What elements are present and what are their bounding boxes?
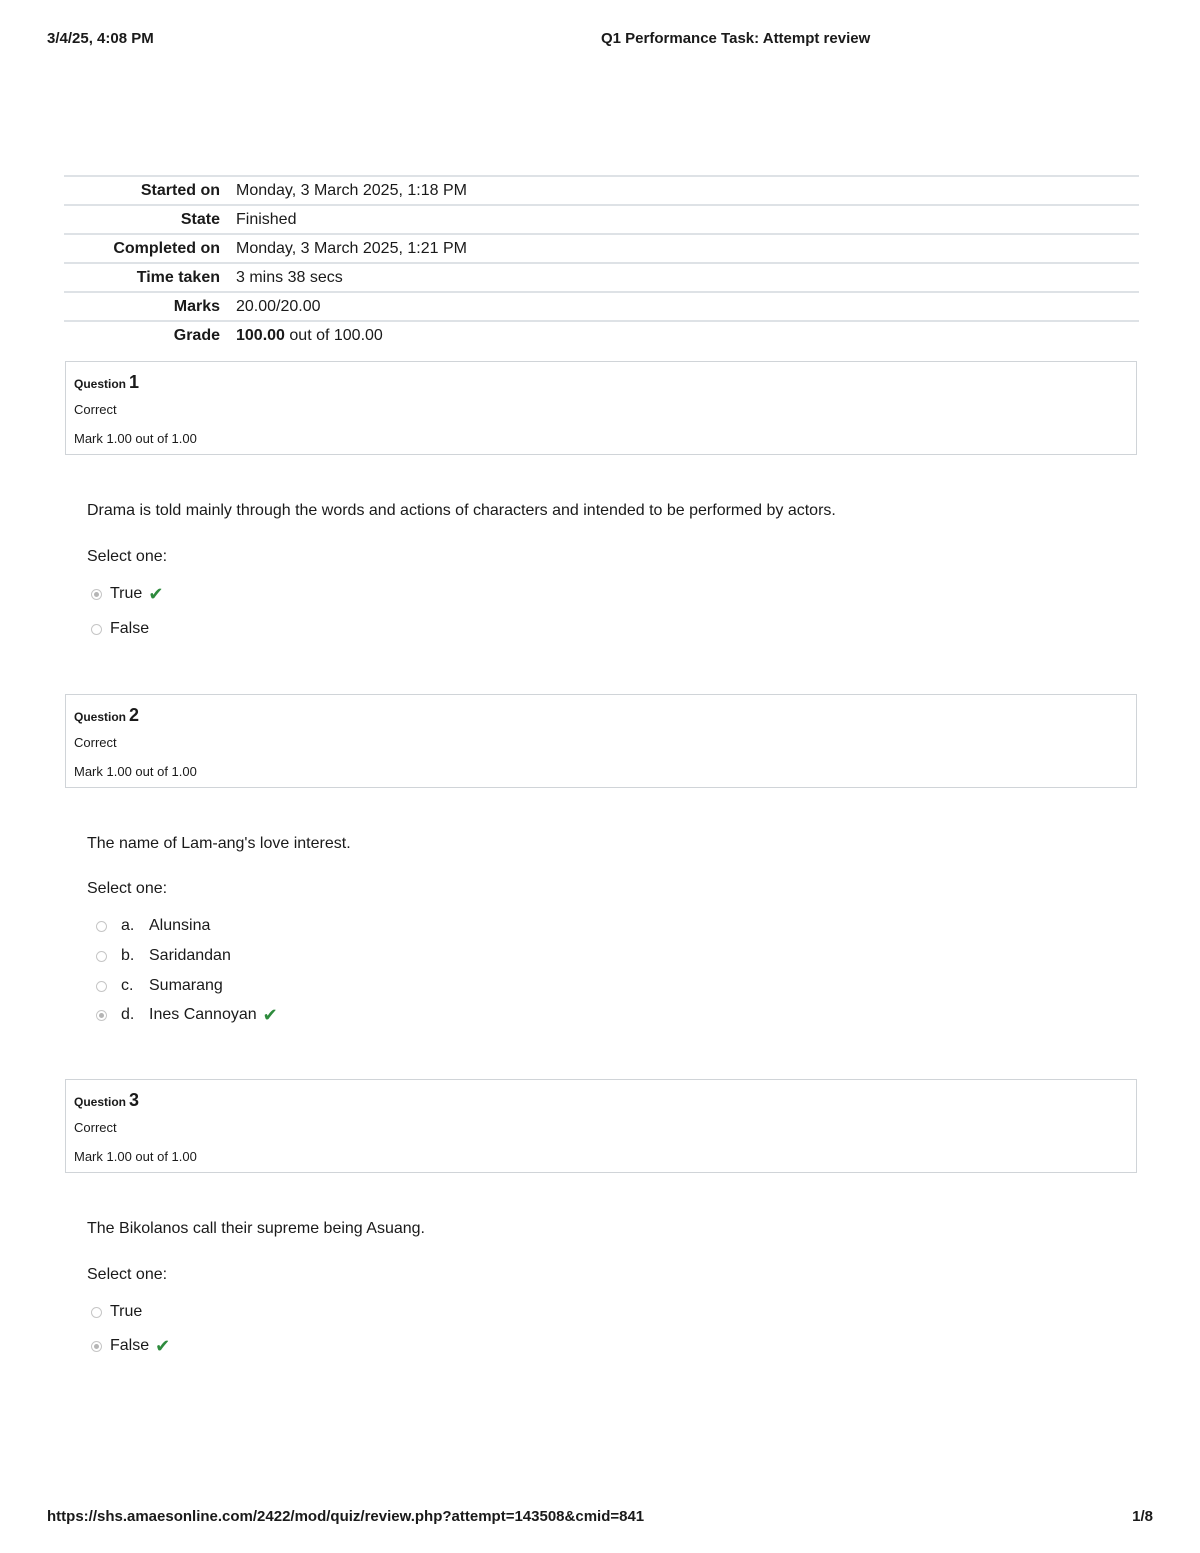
question-number: Question 3 bbox=[74, 1090, 140, 1110]
radio-button[interactable] bbox=[96, 951, 107, 962]
summary-label: Marks bbox=[173, 297, 220, 315]
option-letter: d. bbox=[121, 1006, 135, 1023]
question-2-option-b[interactable] bbox=[96, 945, 231, 967]
option-label: Alunsina bbox=[149, 917, 211, 934]
print-page-title: Q1 Performance Task: Attempt review bbox=[601, 30, 871, 47]
option-letter: b. bbox=[121, 947, 135, 964]
summary-row-started bbox=[64, 176, 1139, 205]
question-3-prompt: Select one: bbox=[87, 1266, 168, 1283]
grade-suffix: out of 100.00 bbox=[289, 326, 383, 344]
question-number: Question 1 bbox=[74, 372, 140, 392]
radio-button[interactable] bbox=[91, 1307, 102, 1318]
summary-value: 3 mins 38 secs bbox=[236, 268, 343, 286]
question-3-option-false[interactable] bbox=[91, 1335, 170, 1357]
option-label: True bbox=[110, 1303, 143, 1320]
print-page-number: 1/8 bbox=[1132, 1508, 1153, 1525]
question-2-option-c[interactable] bbox=[96, 975, 223, 997]
question-state: Correct bbox=[74, 735, 117, 750]
question-grade: Mark 1.00 out of 1.00 bbox=[74, 1149, 197, 1164]
radio-button[interactable] bbox=[96, 921, 107, 932]
question-state: Correct bbox=[74, 402, 117, 417]
summary-label: Time taken bbox=[136, 268, 220, 286]
correct-check-icon: ✔ bbox=[148, 583, 164, 604]
summary-value: 20.00/20.00 bbox=[236, 297, 321, 315]
summary-row-grade bbox=[64, 321, 1139, 349]
question-1-option-true[interactable] bbox=[91, 583, 163, 605]
correct-check-icon: ✔ bbox=[262, 1004, 278, 1025]
question-grade: Mark 1.00 out of 1.00 bbox=[74, 764, 197, 779]
question-state: Correct bbox=[74, 1120, 117, 1135]
question-2-option-a[interactable] bbox=[96, 915, 210, 937]
question-2-option-d[interactable] bbox=[96, 1004, 278, 1026]
option-letter: c. bbox=[121, 977, 134, 994]
attempt-summary-table bbox=[64, 175, 1139, 349]
question-1-option-false[interactable] bbox=[91, 618, 149, 640]
question-3-option-true[interactable] bbox=[91, 1301, 142, 1323]
question-number: Question 2 bbox=[74, 705, 140, 725]
option-label: Ines Cannoyan bbox=[149, 1006, 257, 1023]
summary-row-time-taken bbox=[64, 263, 1139, 292]
summary-value bbox=[236, 321, 1139, 349]
question-grade: Mark 1.00 out of 1.00 bbox=[74, 431, 197, 446]
radio-button[interactable] bbox=[91, 624, 102, 635]
question-2-info bbox=[65, 694, 1137, 788]
summary-label: State bbox=[180, 210, 220, 228]
question-1-prompt: Select one: bbox=[87, 548, 168, 565]
grade-score: 100.00 bbox=[236, 326, 285, 344]
radio-button[interactable] bbox=[91, 1341, 102, 1352]
print-footer bbox=[47, 1508, 1153, 1528]
question-1-text: Drama is told mainly through the words and actions of characters and intended to be performed by actors. bbox=[87, 502, 836, 519]
option-label: Sumarang bbox=[149, 977, 223, 994]
summary-value: Monday, 3 March 2025, 1:18 PM bbox=[236, 181, 467, 199]
print-header bbox=[47, 30, 1153, 50]
summary-value: Monday, 3 March 2025, 1:21 PM bbox=[236, 239, 467, 257]
summary-label: Completed on bbox=[113, 239, 220, 257]
summary-row-completed bbox=[64, 234, 1139, 263]
correct-check-icon: ✔ bbox=[155, 1335, 171, 1356]
option-label: False bbox=[110, 1337, 150, 1354]
summary-value: Finished bbox=[236, 210, 297, 228]
summary-row-marks bbox=[64, 292, 1139, 321]
option-letter: a. bbox=[121, 917, 135, 934]
question-1-info bbox=[65, 361, 1137, 455]
summary-label: Grade bbox=[173, 326, 220, 344]
question-3-text: The Bikolanos call their supreme being Asuang. bbox=[87, 1220, 425, 1237]
option-label: Saridandan bbox=[149, 947, 231, 964]
summary-row-state bbox=[64, 205, 1139, 234]
option-label: False bbox=[110, 620, 150, 637]
radio-button[interactable] bbox=[91, 589, 102, 600]
question-2-text: The name of Lam-ang's love interest. bbox=[87, 835, 351, 852]
option-label: True bbox=[110, 585, 143, 602]
summary-label: Started on bbox=[140, 181, 220, 199]
print-datetime: 3/4/25, 4:08 PM bbox=[47, 30, 154, 47]
question-2-prompt: Select one: bbox=[87, 880, 168, 897]
print-url: https://shs.amaesonline.com/2422/mod/quiz/review.php?attempt=143508&cmid=841 bbox=[47, 1508, 645, 1525]
radio-button[interactable] bbox=[96, 1010, 107, 1021]
radio-button[interactable] bbox=[96, 981, 107, 992]
question-3-info bbox=[65, 1079, 1137, 1173]
